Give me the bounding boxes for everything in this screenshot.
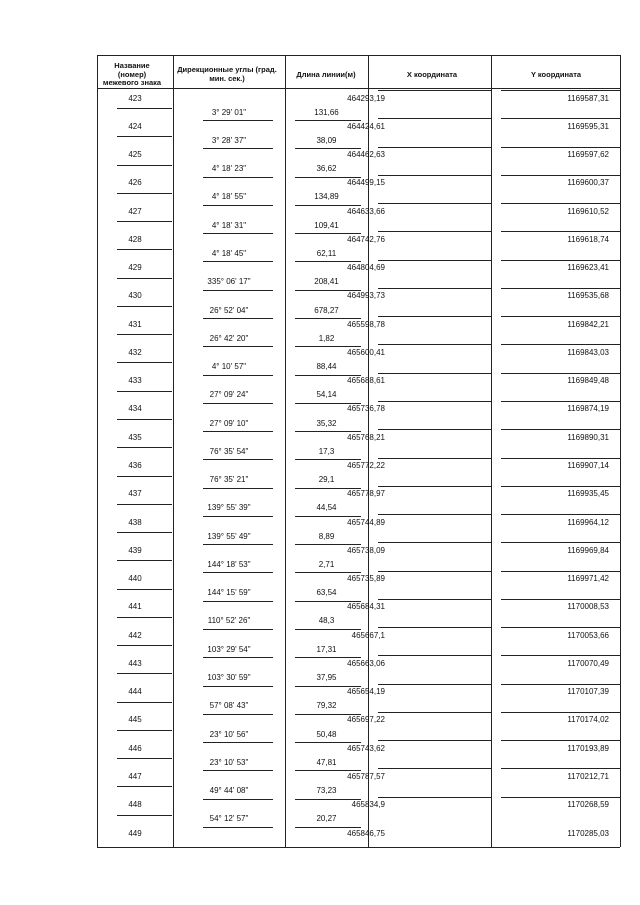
row-divider	[295, 290, 361, 291]
row-divider	[501, 147, 621, 148]
column-divider	[491, 55, 492, 847]
row-divider	[295, 686, 361, 687]
point-x: 465772,22	[347, 461, 385, 470]
segment-angle: 49° 44' 08"	[209, 786, 249, 796]
point-x: 464293,19	[347, 93, 385, 103]
segment-angle: 54° 12' 57"	[209, 814, 249, 824]
row-divider	[117, 673, 172, 674]
row-divider	[295, 346, 361, 347]
row-divider	[501, 175, 621, 176]
point-name: 429	[128, 263, 142, 273]
point-y: 1169935,45	[567, 489, 609, 499]
point-x: 465735,89	[347, 574, 385, 584]
row-divider	[295, 572, 361, 573]
row-divider	[378, 118, 492, 119]
row-divider	[203, 375, 273, 376]
point-x: 465654,19	[347, 687, 385, 697]
row-divider	[501, 118, 621, 119]
row-divider	[117, 730, 172, 731]
row-divider	[378, 768, 492, 769]
point-y: 1169610,52	[567, 206, 609, 216]
row-divider	[295, 318, 361, 319]
row-divider	[203, 346, 273, 347]
row-divider	[203, 148, 273, 149]
point-name: 439	[128, 545, 142, 555]
row-divider	[378, 231, 492, 232]
row-divider	[501, 316, 621, 317]
segment-angle: 4° 18' 55"	[211, 192, 247, 202]
point-y: 1169623,41	[567, 263, 609, 273]
row-divider	[501, 740, 621, 741]
point-x: 465684,31	[347, 602, 385, 612]
segment-angle: 23° 10' 53"	[209, 757, 249, 767]
point-name: 432	[128, 347, 142, 357]
row-divider	[378, 599, 492, 600]
segment-length: 678,27	[314, 305, 339, 315]
row-divider	[295, 799, 361, 800]
point-name: 438	[128, 517, 142, 527]
row-divider	[117, 589, 172, 590]
segment-angle: 4° 10' 57"	[211, 362, 247, 372]
row-divider	[295, 459, 361, 460]
row-divider	[501, 627, 621, 628]
row-divider	[295, 177, 361, 178]
segment-length: 35,32	[316, 418, 337, 428]
segment-angle: 57° 08' 43"	[209, 701, 249, 711]
segment-angle: 144° 15' 59"	[207, 588, 251, 598]
segment-length: 1,82	[318, 333, 335, 343]
point-name: 431	[128, 319, 142, 329]
point-y: 1170212,71	[567, 771, 609, 781]
row-divider	[203, 770, 273, 771]
row-divider	[501, 514, 621, 515]
row-divider	[501, 712, 621, 713]
point-y: 1169535,68	[567, 291, 609, 301]
point-x: 465778,97	[347, 489, 385, 499]
row-divider	[378, 373, 492, 374]
point-x: 465834,9	[351, 800, 385, 810]
point-x: 464993,73	[347, 291, 385, 301]
point-x: 464424,61	[347, 121, 385, 131]
segment-length: 8,89	[318, 531, 335, 541]
point-name: 443	[128, 658, 142, 668]
point-y: 1169890,31	[567, 432, 609, 442]
segment-angle: 76° 35' 54"	[209, 446, 249, 456]
row-divider	[203, 431, 273, 432]
row-divider	[295, 601, 361, 602]
point-y: 1169597,62	[567, 150, 609, 160]
row-divider	[378, 90, 492, 91]
row-divider	[378, 542, 492, 543]
point-name: 437	[128, 489, 142, 499]
segment-angle: 4° 18' 45"	[211, 248, 247, 258]
row-divider	[378, 655, 492, 656]
row-divider	[117, 560, 172, 561]
segment-length: 73,23	[316, 786, 337, 796]
segment-angle: 139° 55' 39"	[207, 503, 251, 513]
point-y: 1169971,42	[567, 574, 609, 584]
row-divider	[378, 260, 492, 261]
segment-length: 54,14	[316, 390, 337, 400]
row-divider	[295, 375, 361, 376]
row-divider	[378, 712, 492, 713]
row-divider	[501, 231, 621, 232]
point-name: 445	[128, 715, 142, 725]
point-y: 1170070,49	[567, 658, 609, 668]
point-name: 430	[128, 291, 142, 301]
row-divider	[117, 193, 172, 194]
row-divider	[501, 373, 621, 374]
segment-angle: 3° 29' 01"	[211, 107, 247, 117]
point-y: 1170193,89	[567, 743, 609, 753]
row-divider	[203, 544, 273, 545]
row-divider	[117, 645, 172, 646]
column-divider	[368, 55, 369, 847]
row-divider	[501, 486, 621, 487]
row-divider	[378, 316, 492, 317]
row-divider	[378, 344, 492, 345]
point-y: 1169618,74	[567, 234, 609, 244]
row-divider	[295, 516, 361, 517]
point-x: 465598,78	[347, 319, 385, 329]
row-divider	[203, 290, 273, 291]
header-angle: Дирекционные углы (град. мин. сек.)	[177, 65, 277, 83]
row-divider	[295, 657, 361, 658]
row-divider	[501, 401, 621, 402]
point-name: 427	[128, 206, 142, 216]
segment-length: 208,41	[314, 277, 339, 287]
point-y: 1170174,02	[567, 715, 609, 725]
point-x: 464462,63	[347, 150, 385, 160]
point-name: 441	[128, 602, 142, 612]
header-x: X координата	[406, 70, 458, 79]
row-divider	[117, 306, 172, 307]
row-divider	[295, 261, 361, 262]
segment-length: 2,71	[318, 559, 335, 569]
row-divider	[295, 544, 361, 545]
row-divider	[501, 542, 621, 543]
row-divider	[117, 165, 172, 166]
header-length: Длина линии(м)	[296, 70, 356, 79]
row-divider	[117, 221, 172, 222]
row-divider	[501, 458, 621, 459]
segment-length: 79,32	[316, 701, 337, 711]
point-name: 425	[128, 150, 142, 160]
row-divider	[378, 203, 492, 204]
point-y: 1170268,59	[567, 800, 609, 810]
segment-angle: 3° 28' 37"	[211, 135, 247, 145]
point-y: 1169969,84	[567, 545, 609, 555]
point-x: 465663,06	[347, 658, 385, 668]
segment-length: 134,89	[314, 192, 339, 202]
row-divider	[203, 742, 273, 743]
row-divider	[117, 136, 172, 137]
point-y: 1169907,14	[567, 461, 609, 470]
point-x: 465697,22	[347, 715, 385, 725]
row-divider	[501, 684, 621, 685]
point-name: 449	[128, 828, 142, 838]
point-x: 465688,61	[347, 376, 385, 386]
segment-length: 88,44	[316, 362, 337, 372]
point-x: 464633,66	[347, 206, 385, 216]
point-x: 465600,41	[347, 347, 385, 357]
point-x: 465744,89	[347, 517, 385, 527]
point-x: 465667,1	[351, 630, 385, 640]
row-divider	[378, 571, 492, 572]
row-divider	[203, 177, 273, 178]
header-bottom-border	[97, 88, 620, 89]
row-divider	[295, 403, 361, 404]
row-divider	[295, 742, 361, 743]
point-x: 465846,75	[347, 828, 385, 838]
row-divider	[203, 686, 273, 687]
row-divider	[378, 288, 492, 289]
point-name: 436	[128, 461, 142, 470]
segment-length: 63,54	[316, 588, 337, 598]
row-divider	[501, 571, 621, 572]
point-x: 465736,78	[347, 404, 385, 414]
point-y: 1169843,03	[567, 347, 609, 357]
point-y: 1169964,12	[567, 517, 609, 527]
segment-length: 50,48	[316, 729, 337, 739]
segment-angle: 4° 18' 23"	[211, 164, 247, 174]
segment-angle: 23° 10' 56"	[209, 729, 249, 739]
row-divider	[203, 488, 273, 489]
segment-angle: 335° 06' 17"	[207, 277, 251, 287]
row-divider	[378, 429, 492, 430]
row-divider	[203, 827, 273, 828]
segment-angle: 27° 09' 10"	[209, 418, 249, 428]
row-divider	[117, 278, 172, 279]
point-name: 428	[128, 234, 142, 244]
point-y: 1170053,66	[567, 630, 609, 640]
segment-angle: 76° 35' 21"	[209, 475, 249, 485]
point-y: 1169600,37	[567, 178, 609, 188]
row-divider	[295, 205, 361, 206]
segment-angle: 27° 09' 24"	[209, 390, 249, 400]
segment-angle: 26° 42' 20"	[209, 333, 249, 343]
segment-angle: 144° 18' 53"	[207, 559, 251, 569]
point-name: 448	[128, 800, 142, 810]
segment-length: 62,11	[316, 248, 337, 258]
row-divider	[117, 504, 172, 505]
row-divider	[203, 516, 273, 517]
row-divider	[117, 758, 172, 759]
point-name: 426	[128, 178, 142, 188]
row-divider	[378, 458, 492, 459]
segment-angle: 110° 52' 26"	[207, 616, 251, 626]
segment-angle: 26° 52' 04"	[209, 305, 249, 315]
point-name: 442	[128, 630, 142, 640]
row-divider	[203, 601, 273, 602]
segment-length: 17,31	[316, 644, 337, 654]
point-name: 446	[128, 743, 142, 753]
row-divider	[203, 459, 273, 460]
row-divider	[203, 233, 273, 234]
row-divider	[203, 205, 273, 206]
row-divider	[203, 120, 273, 121]
row-divider	[378, 740, 492, 741]
row-divider	[117, 447, 172, 448]
row-divider	[378, 175, 492, 176]
row-divider	[117, 249, 172, 250]
point-name: 435	[128, 432, 142, 442]
row-divider	[295, 770, 361, 771]
row-divider	[378, 514, 492, 515]
segment-length: 17,3	[318, 446, 335, 456]
row-divider	[378, 147, 492, 148]
point-name: 423	[128, 93, 142, 103]
header-name: Название (номер) межевого знака	[102, 61, 162, 87]
row-divider	[501, 599, 621, 600]
point-x: 464499,15	[347, 178, 385, 188]
row-divider	[203, 403, 273, 404]
point-y: 1169595,31	[567, 121, 609, 131]
point-name: 434	[128, 404, 142, 414]
row-divider	[501, 90, 621, 91]
row-divider	[117, 786, 172, 787]
point-x: 464804,69	[347, 263, 385, 273]
row-divider	[378, 797, 492, 798]
row-divider	[501, 429, 621, 430]
row-divider	[378, 401, 492, 402]
segment-length: 37,95	[316, 673, 337, 683]
row-divider	[295, 233, 361, 234]
header-y: Y координата	[530, 70, 582, 79]
row-divider	[203, 572, 273, 573]
row-divider	[203, 629, 273, 630]
segment-length: 29,1	[318, 475, 335, 485]
row-divider	[295, 120, 361, 121]
segment-length: 38,09	[316, 135, 337, 145]
row-divider	[378, 627, 492, 628]
row-divider	[501, 203, 621, 204]
row-divider	[117, 334, 172, 335]
row-divider	[117, 108, 172, 109]
row-divider	[203, 799, 273, 800]
segment-angle: 139° 55' 49"	[207, 531, 251, 541]
row-divider	[117, 617, 172, 618]
point-name: 424	[128, 121, 142, 131]
segment-angle: 103° 30' 59"	[207, 673, 251, 683]
row-divider	[378, 486, 492, 487]
row-divider	[117, 815, 172, 816]
point-x: 465738,09	[347, 545, 385, 555]
column-divider	[620, 55, 621, 847]
point-y: 1169874,19	[567, 404, 609, 414]
segment-angle: 4° 18' 31"	[211, 220, 247, 230]
point-x: 465743,62	[347, 743, 385, 753]
segment-length: 20,27	[316, 814, 337, 824]
row-divider	[501, 797, 621, 798]
point-name: 447	[128, 771, 142, 781]
row-divider	[501, 655, 621, 656]
row-divider	[117, 476, 172, 477]
row-divider	[117, 702, 172, 703]
point-x: 464742,76	[347, 234, 385, 244]
segment-angle: 103° 29' 54"	[207, 644, 251, 654]
segment-length: 47,81	[316, 757, 337, 767]
row-divider	[295, 148, 361, 149]
row-divider	[378, 684, 492, 685]
table-top-border	[97, 55, 620, 56]
point-y: 1169842,21	[567, 319, 609, 329]
row-divider	[117, 532, 172, 533]
segment-length: 36,62	[316, 164, 337, 174]
row-divider	[117, 419, 172, 420]
row-divider	[203, 318, 273, 319]
table-bottom-border	[97, 847, 620, 848]
row-divider	[501, 288, 621, 289]
row-divider	[203, 261, 273, 262]
column-divider	[97, 55, 98, 847]
segment-length: 48,3	[318, 616, 335, 626]
row-divider	[295, 714, 361, 715]
point-x: 465787,57	[347, 771, 385, 781]
point-name: 440	[128, 574, 142, 584]
row-divider	[501, 260, 621, 261]
segment-length: 109,41	[314, 220, 339, 230]
row-divider	[295, 431, 361, 432]
row-divider	[501, 344, 621, 345]
point-x: 465768,21	[347, 432, 385, 442]
point-name: 433	[128, 376, 142, 386]
row-divider	[295, 488, 361, 489]
segment-length: 131,66	[314, 107, 339, 117]
row-divider	[295, 629, 361, 630]
point-y: 1169587,31	[567, 93, 609, 103]
row-divider	[203, 714, 273, 715]
row-divider	[295, 827, 361, 828]
segment-length: 44,54	[316, 503, 337, 513]
row-divider	[117, 391, 172, 392]
row-divider	[501, 768, 621, 769]
row-divider	[203, 657, 273, 658]
point-name: 444	[128, 687, 142, 697]
point-y: 1170008,53	[567, 602, 609, 612]
point-y: 1169849,48	[567, 376, 609, 386]
row-divider	[117, 362, 172, 363]
point-y: 1170285,03	[567, 828, 609, 838]
point-y: 1170107,39	[567, 687, 609, 697]
